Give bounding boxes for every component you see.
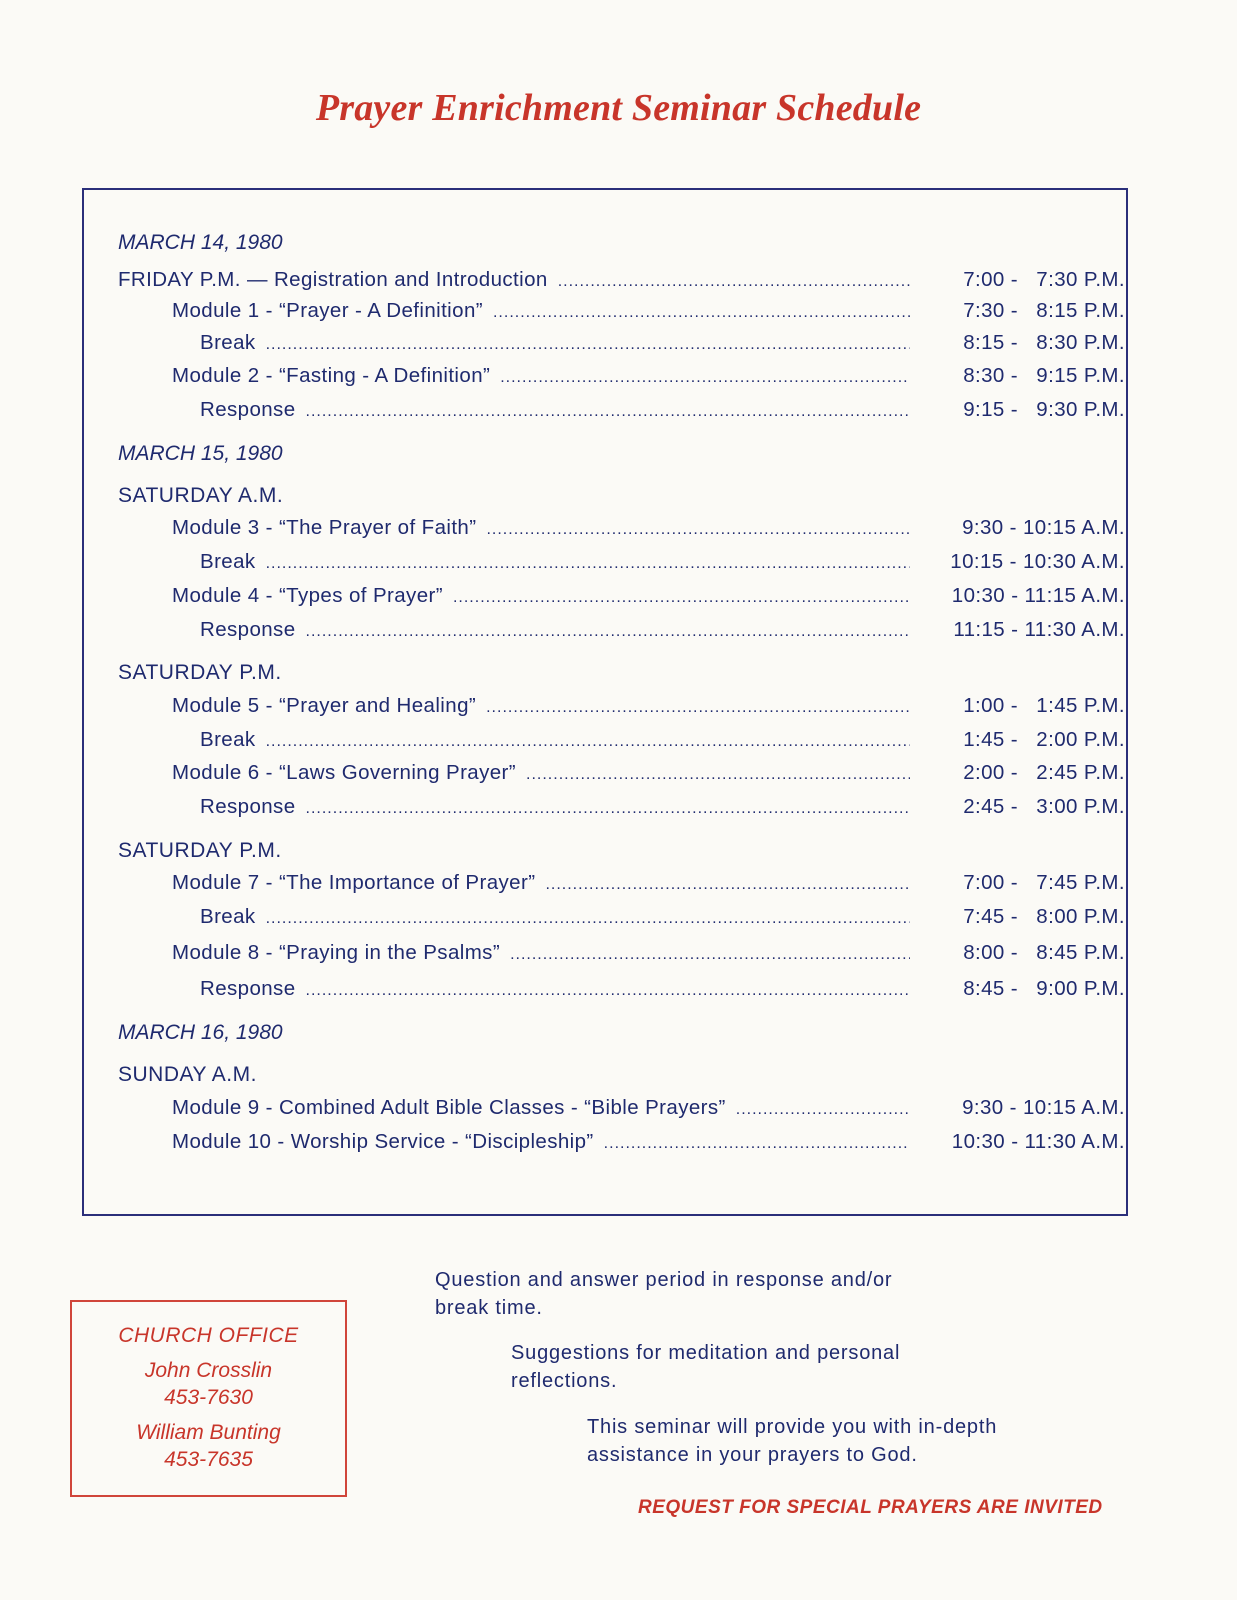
schedule-row	[172, 364, 1125, 394]
dot-leader	[545, 876, 910, 894]
dot-leader	[510, 946, 910, 964]
schedule-row	[200, 550, 1125, 580]
date-heading: MARCH 16, 1980	[118, 1021, 283, 1044]
schedule-row	[200, 331, 1125, 361]
row-label: Module 2 - “Fasting - A Definition”	[172, 364, 491, 387]
contact-phone: 453-7630	[164, 1386, 253, 1409]
schedule-row	[172, 1130, 1125, 1160]
dot-leader	[266, 733, 910, 751]
schedule-row	[200, 728, 1125, 758]
schedule-row	[200, 977, 1125, 1007]
dot-leader	[266, 555, 910, 573]
row-label: Module 4 - “Types of Prayer”	[172, 584, 443, 607]
row-label: Break	[200, 905, 256, 928]
row-time: 2:00 - 2:45 P.M.	[963, 761, 1125, 784]
row-time: 10:15 - 10:30 A.M.	[950, 550, 1125, 573]
special-prayers-invite: REQUEST FOR SPECIAL PRAYERS ARE INVITED	[638, 1497, 1103, 1518]
schedule-row	[172, 761, 1125, 791]
row-label: Module 3 - “The Prayer of Faith”	[172, 516, 477, 539]
dot-leader	[493, 304, 910, 322]
schedule-row	[118, 268, 1125, 298]
row-time: 7:30 - 8:15 P.M.	[963, 299, 1125, 322]
contact-phone: 453-7635	[164, 1448, 253, 1471]
row-time: 7:00 - 7:45 P.M.	[963, 871, 1125, 894]
dot-leader	[306, 800, 910, 818]
row-time: 9:30 - 10:15 A.M.	[962, 1096, 1125, 1119]
row-time: 9:30 - 10:15 A.M.	[962, 516, 1125, 539]
schedule-row	[200, 398, 1125, 428]
dot-leader	[306, 623, 910, 641]
row-time: 1:00 - 1:45 P.M.	[963, 694, 1125, 717]
row-label: Break	[200, 550, 256, 573]
page-title: Prayer Enrichment Seminar Schedule	[315, 87, 922, 129]
row-time: 1:45 - 2:00 P.M.	[963, 728, 1125, 751]
dot-leader	[266, 336, 910, 354]
row-time: 8:15 - 8:30 P.M.	[963, 331, 1125, 354]
row-label: Break	[200, 728, 256, 751]
schedule-row	[172, 516, 1125, 546]
period-heading: SATURDAY P.M.	[118, 839, 282, 862]
schedule-row	[172, 299, 1125, 329]
row-time: 8:30 - 9:15 P.M.	[963, 364, 1125, 387]
date-heading: MARCH 14, 1980	[118, 231, 283, 254]
row-label: FRIDAY P.M. — Registration and Introduction	[118, 268, 548, 291]
dot-leader	[486, 521, 910, 539]
schedule-row	[200, 795, 1125, 825]
row-time: 8:00 - 8:45 P.M.	[963, 941, 1125, 964]
period-heading: SATURDAY P.M.	[118, 661, 282, 684]
row-label: Module 5 - “Prayer and Healing”	[172, 694, 477, 717]
row-label: Module 6 - “Laws Governing Prayer”	[172, 761, 517, 784]
row-time: 7:45 - 8:00 P.M.	[963, 905, 1125, 928]
dot-leader	[486, 699, 910, 717]
contact-name: William Bunting	[136, 1421, 281, 1444]
dot-leader	[306, 982, 910, 1000]
schedule-row	[200, 618, 1125, 648]
church-office-title: CHURCH OFFICE	[118, 1324, 299, 1347]
schedule-row	[172, 1096, 1125, 1126]
schedule-row	[172, 694, 1125, 724]
dot-leader	[306, 403, 910, 421]
schedule-row	[172, 941, 1125, 971]
row-label: Response	[200, 977, 296, 1000]
row-time: 7:00 - 7:30 P.M.	[963, 268, 1125, 291]
row-label: Response	[200, 618, 296, 641]
row-label: Module 9 - Combined Adult Bible Classes - “Bible Prayers”	[172, 1096, 726, 1119]
seminar-note: This seminar will provide you with in-depth assistance in your prayers to God.	[587, 1416, 998, 1466]
row-time: 10:30 - 11:15 A.M.	[951, 584, 1125, 607]
row-label: Response	[200, 398, 296, 421]
dot-leader	[558, 273, 910, 291]
dot-leader	[736, 1101, 910, 1119]
date-heading: MARCH 15, 1980	[118, 442, 283, 465]
row-label: Module 10 - Worship Service - “Discipleship”	[172, 1130, 594, 1153]
church-office-box	[70, 1300, 347, 1497]
row-time: 8:45 - 9:00 P.M.	[963, 977, 1125, 1000]
row-time: 11:15 - 11:30 A.M.	[953, 618, 1125, 641]
period-heading: SUNDAY A.M.	[118, 1063, 257, 1086]
dot-leader	[500, 369, 910, 387]
period-heading: SATURDAY A.M.	[118, 484, 284, 507]
dot-leader	[453, 589, 910, 607]
dot-leader	[266, 910, 910, 928]
row-time: 9:15 - 9:30 P.M.	[963, 398, 1125, 421]
row-time: 10:30 - 11:30 A.M.	[951, 1130, 1125, 1153]
schedule-row	[200, 905, 1125, 935]
break-note: Suggestions for meditation and personal reflections.	[511, 1342, 901, 1392]
row-label: Module 1 - “Prayer - A Definition”	[172, 299, 483, 322]
schedule-row	[172, 871, 1125, 901]
dot-leader	[604, 1135, 910, 1153]
row-label: Module 8 - “Praying in the Psalms”	[172, 941, 501, 964]
row-time: 2:45 - 3:00 P.M.	[963, 795, 1125, 818]
contact-name: John Crosslin	[144, 1359, 273, 1382]
dot-leader	[526, 766, 910, 784]
row-label: Response	[200, 795, 296, 818]
row-label: Break	[200, 331, 256, 354]
schedule-row	[172, 584, 1125, 614]
row-label: Module 7 - “The Importance of Prayer”	[172, 871, 536, 894]
response-note: Question and answer period in response and/or break time.	[435, 1269, 893, 1319]
